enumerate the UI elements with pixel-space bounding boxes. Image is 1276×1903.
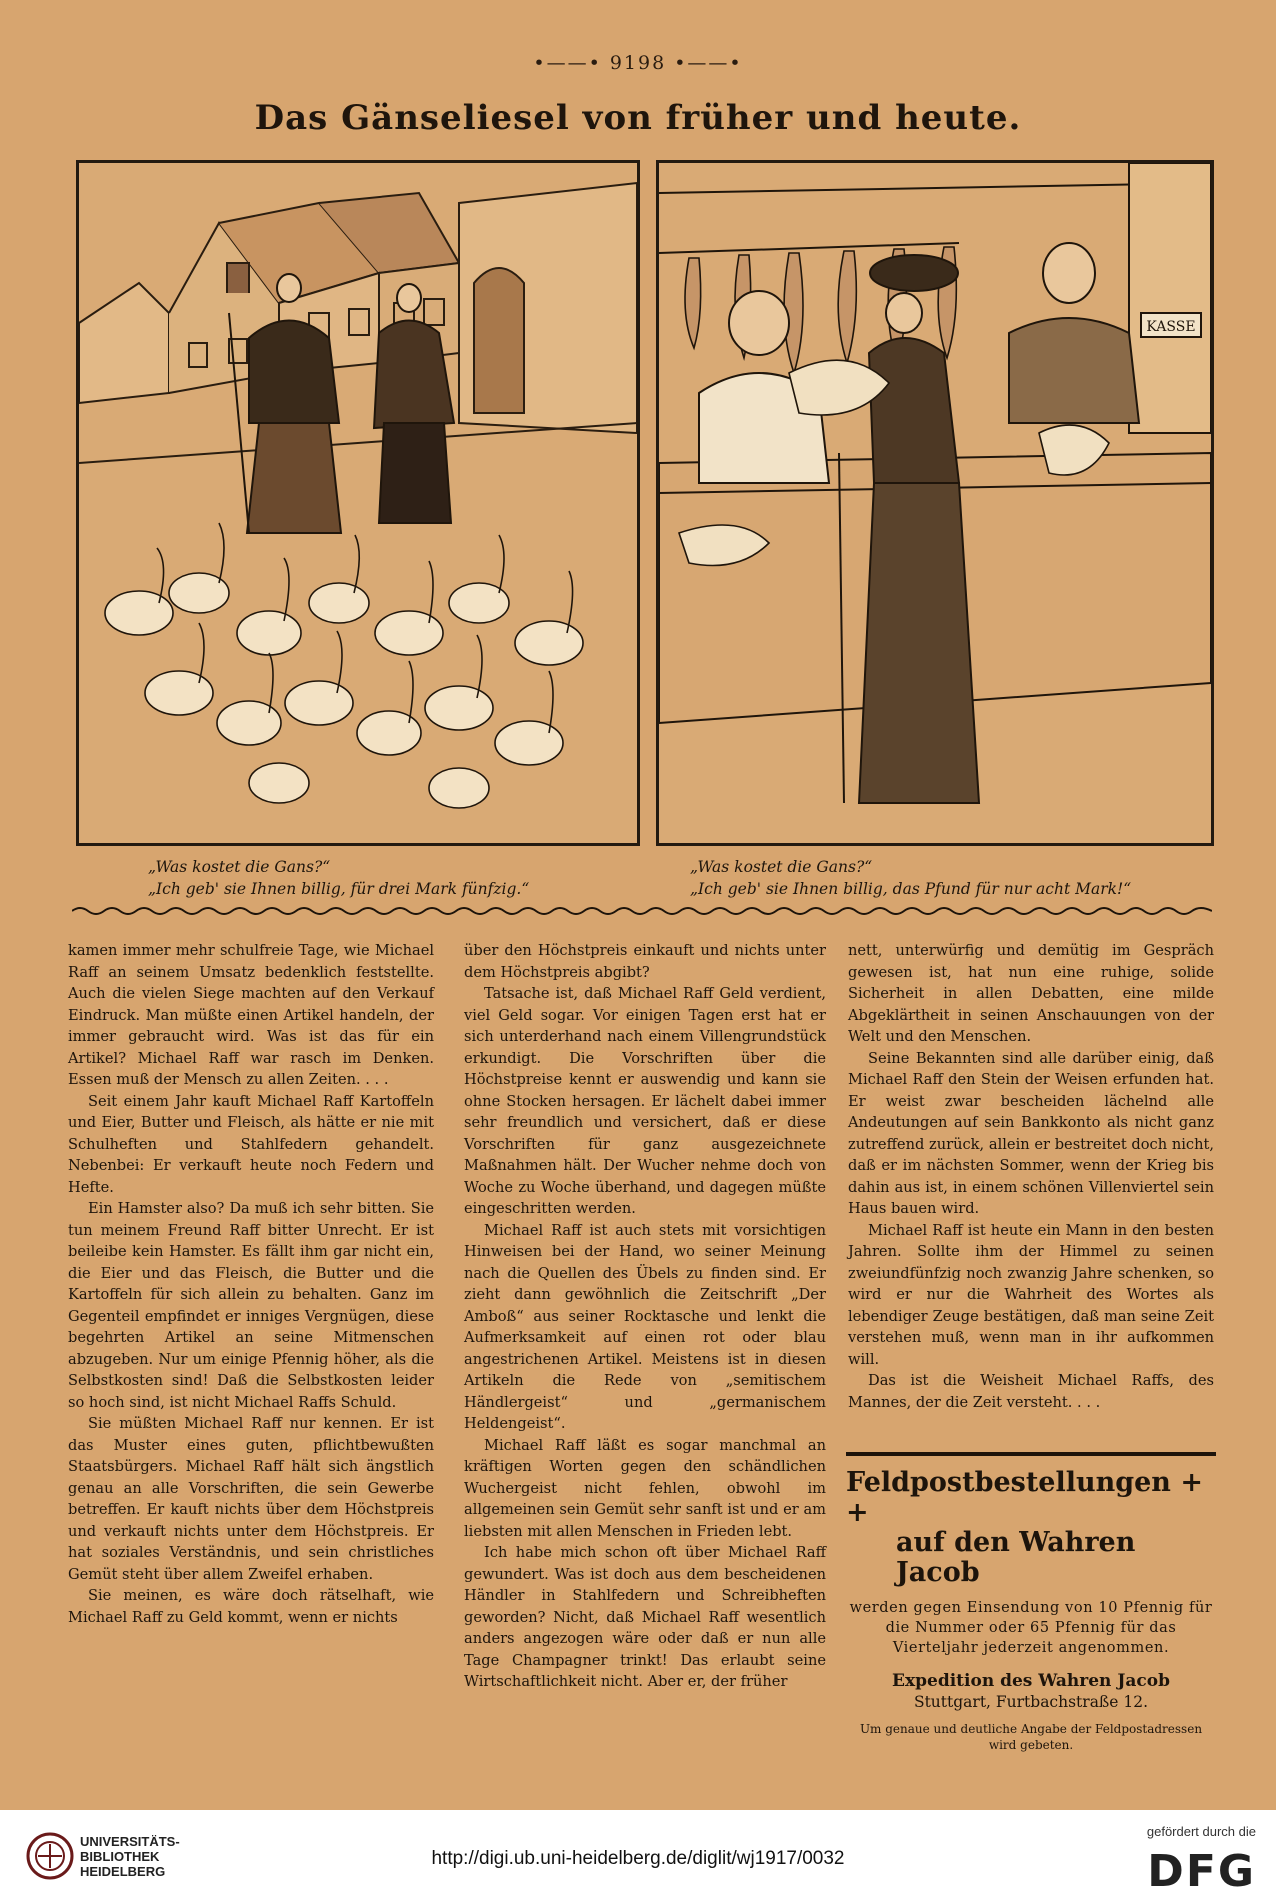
advert-address: Stuttgart, Furtbachstraße 12. bbox=[913, 1693, 1149, 1711]
advert-expedition: Expedition des Wahren Jacob bbox=[892, 1671, 1170, 1691]
funding-label: gefördert durch die bbox=[1146, 1824, 1256, 1839]
text-column-2 bbox=[464, 940, 826, 1693]
caption-left-question: „Was kostet die Gans?“ bbox=[148, 858, 331, 876]
advert-heading-2: auf den Wahren Jacob bbox=[896, 1527, 1136, 1588]
paragraph: Ich habe mich schon oft über Michael Raff gewundert. Was ist doch aus dem bescheidenen Händler in Stahlfedern und Schreibheften geworden? Nicht, daß Michael Raff wesentlich anders angezogen wäre oder daß er nun alle Tage Champagner trinkt! Das erlaubt seine Wirtschaftlichkeit nicht. Aber er, der früher bbox=[464, 1544, 826, 1690]
paragraph: Das ist die Weisheit Michael Raffs, des Mannes, der die Zeit versteht. . . . bbox=[848, 1372, 1214, 1411]
institution-line: UNIVERSITÄTS- bbox=[80, 1834, 180, 1849]
caption-left-answer: „Ich geb' sie Ihnen billig, für drei Mark fünfzig.“ bbox=[148, 880, 530, 898]
feldpost-advert bbox=[846, 1452, 1216, 1753]
text-column-1 bbox=[68, 940, 434, 1628]
advert-note: Um genaue und deutliche Angabe der Feldpostadressen wird gebeten. bbox=[859, 1722, 1203, 1752]
permalink-url[interactable]: http://digi.ub.uni-heidelberg.de/diglit/wj1917/0032 bbox=[431, 1848, 845, 1869]
caption-right bbox=[690, 856, 1210, 900]
institution-line: HEIDELBERG bbox=[80, 1864, 166, 1879]
page-title: Das Gänseliesel von früher und heute. bbox=[254, 98, 1022, 138]
caption-right-question: „Was kostet die Gans?“ bbox=[690, 858, 873, 876]
institution-line: BIBLIOTHEK bbox=[80, 1849, 160, 1864]
butcher-shop-drawing bbox=[659, 163, 1211, 843]
paragraph: Tatsache ist, daß Michael Raff Geld verdient, viel Geld sogar. Vor einigen Tagen erst hat er sich unterderhand nach einem Villengrundstück erkundigt. Die Vorschriften über die Höchstpreise kennt er auswendig und kann sie ohne Stocken hersagen. Er lächelt dabei immer sehr freundlich und versichert, daß er diese Vorschriften für ganz ausgezeichnete Maßnahmen hält. Der Wucher nehme doch von Woche zu Woche überhand, und dagegen müßte eingeschritten werden. bbox=[464, 985, 826, 1217]
paragraph: Michael Raff läßt es sogar manchmal an kräftigen Worten gegen den schändlichen Wuchergeist nicht fehlen, obwohl im allgemeinen sein Gemüt sehr sanft ist und er am liebsten mit allen Menschen in Frieden lebt. bbox=[464, 1436, 826, 1540]
paragraph: Seine Bekannten sind alle darüber einig, daß Michael Raff den Stein der Weisen erfunden hat. Er weist zwar bescheiden lächelnd alle Andeutungen auf sein Bankkonto als nicht ganz zutreffend zurück, allein er bestreitet doch nicht, daß er im nächsten Sommer, wenn der Krieg bis dahin aus ist, in einem schönen Villenviertel sein Haus bauen wird. bbox=[848, 1049, 1214, 1217]
library-footer bbox=[0, 1810, 1276, 1903]
goose-market-drawing bbox=[79, 163, 637, 843]
paragraph: Seit einem Jahr kauft Michael Raff Kartoffeln und Eier, Butter und Fleisch, als hätte er nie mit Schulheften und Stahlfedern gehandelt. Nebenbei: Er verkauft heute noch Federn und Hefte. bbox=[68, 1092, 434, 1196]
paragraph: Michael Raff ist heute ein Mann in den besten Jahren. Sollte ihm der Himmel zu seinen zweiundfünfzig noch zwanzig Jahre schenken, so wird er nur die Wahrheit des Wortes als lebendiger Zeuge bestätigen, daß man seine Zeit verstehen muß, wenn man in ihr aufkommen will. bbox=[848, 1221, 1214, 1368]
illustration-butcher-shop bbox=[656, 160, 1214, 846]
paragraph: Sie meinen, es wäre doch rätselhaft, wie Michael Raff zu Geld kommt, wenn er nichts bbox=[68, 1587, 434, 1626]
caption-right-answer: „Ich geb' sie Ihnen billig, das Pfund für nur acht Mark!“ bbox=[690, 880, 1132, 898]
paragraph: nett, unterwürfig und demütig im Gespräch gewesen ist, hat nun eine ruhige, solide Sicherheit in allen Debatten, eine milde Abgeklärtheit in seinen Anschauungen von der Welt und den Menschen. bbox=[848, 942, 1214, 1045]
paragraph: Ein Hamster also? Da muß ich sehr bitten. Sie tun meinem Freund Raff bitter Unrecht. Er ist beileibe kein Hamster. Es fällt ihm gar nicht ein, die Eier und das Fleisch, die Butter und die Kartoffeln für sich allein zu behalten. Ganz im Gegenteil empfindet er inniges Vergnügen, diese begehrten Artikel an seine Mitmenschen abzugeben. Nur um einige Pfennig höher, als die Selbstkosten sind! Daß die Selbstkosten leider so hoch sind, ist nicht Michael Raffs Schuld. bbox=[68, 1200, 434, 1411]
paragraph: kamen immer mehr schulfreie Tage, wie Michael Raff an seinem Umsatz bedenklich feststellte. Auch die vielen Siege machten auf den Verkauf Eindruck. Man müßte einen Artikel handeln, der immer gebraucht wird. Was ist das für ein Artikel? Michael Raff war rasch im Denken. Essen muß der Mensch zu allen Zeiten. . . . bbox=[68, 942, 434, 1088]
page-number: •——• 9198 •——• bbox=[533, 52, 743, 74]
dfg-logo: DFG bbox=[1147, 1846, 1256, 1897]
paragraph: über den Höchstpreis einkauft und nichts unter dem Höchstpreis abgibt? bbox=[464, 942, 826, 981]
advert-body: werden gegen Einsendung von 10 Pfennig für die Nummer oder 65 Pfennig für das Vierteljahr jederzeit angenommen. bbox=[849, 1600, 1213, 1656]
text-column-3 bbox=[848, 940, 1214, 1413]
paragraph: Michael Raff ist auch stets mit vorsichtigen Hinweisen bei der Hand, wo seiner Meinung nach die Quellen des Übels zu finden sind. Er zieht dann gewöhnlich die Zeitschrift „Der Amboß“ aus seiner Rocktasche und lenkt die Aufmerksamkeit auf einen rot oder blau angestrichenen Artikel. Meistens ist in diesen Artikeln die Rede von „semitischem Händlergeist“ und „germanischem Heldengeist“. bbox=[464, 1221, 826, 1432]
paragraph: Sie müßten Michael Raff nur kennen. Er ist das Muster eines guten, pflichtbewußten Staatsbürgers. Michael Raff hält sich ängstlich genau an alle Vorschriften, die sein Gewerbe betreffen. Er kauft nichts über dem Höchstpreis und verkauft nichts unter dem Höchstpreis. Er hat soziales Verständnis, und sein christliches Gemüt steht über allem Zweifel erhaben. bbox=[68, 1415, 434, 1583]
shop-sign: KASSE bbox=[1146, 319, 1196, 335]
caption-left bbox=[148, 856, 628, 900]
advert-heading-1: Feldpostbestellungen + + bbox=[846, 1467, 1203, 1528]
illustration-old-market bbox=[76, 160, 640, 846]
ornamental-divider bbox=[72, 905, 1212, 917]
